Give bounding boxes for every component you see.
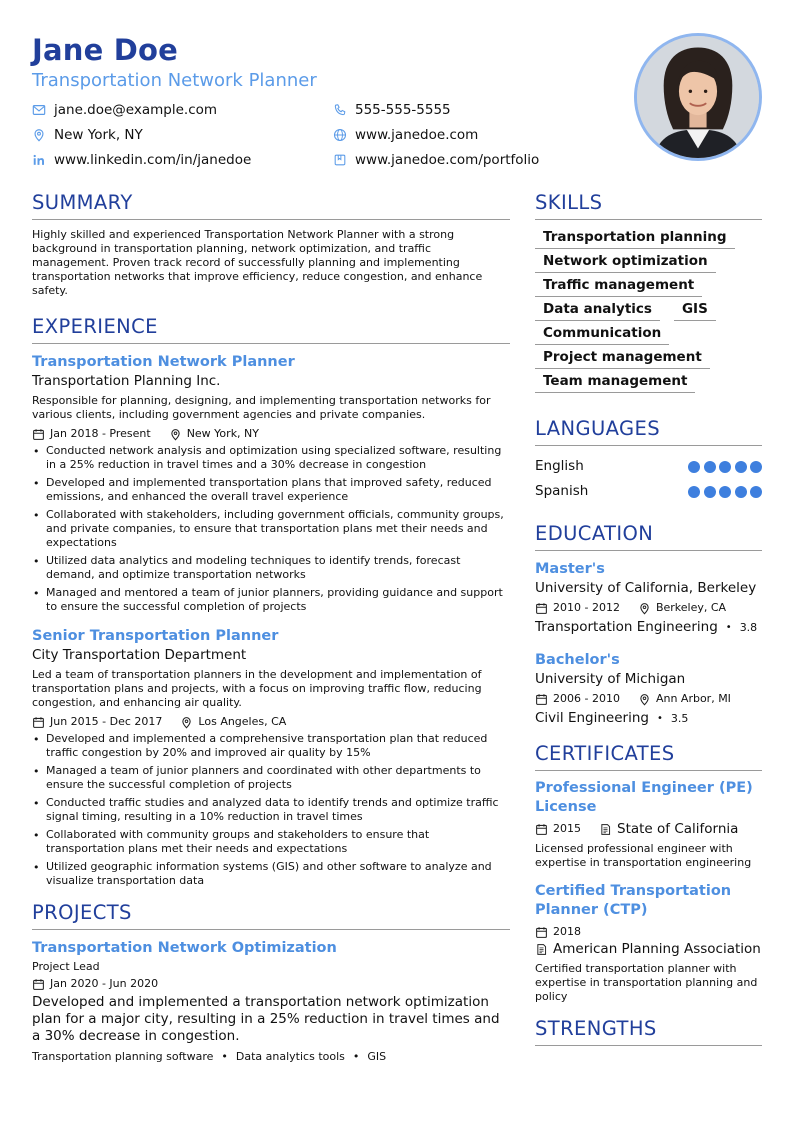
level-dot (688, 486, 700, 498)
job-title: Transportation Network Planner (32, 354, 295, 370)
location-pin-icon (638, 693, 656, 706)
candidate-name: Jane Doe (32, 33, 179, 67)
skill-row (535, 372, 762, 396)
skill-tag: Traffic management (535, 276, 702, 297)
job-bullet: • Managed and mentored a team of junior planners, providing guidance and support to ensure the successful completion of projects (32, 586, 510, 614)
gpa-separator: • (656, 713, 663, 724)
projects-heading: PROJECTS (32, 900, 510, 930)
certificates-heading: CERTIFICATES (535, 741, 762, 771)
level-dot (750, 486, 762, 498)
website-text: www.janedoe.com (355, 127, 479, 143)
level-dot (735, 486, 747, 498)
right-column (535, 190, 762, 1054)
education-list (535, 559, 762, 728)
job-description: Responsible for planning, designing, and implementing transportation networks for various clients, including government agencies and private companies. (32, 394, 491, 421)
education-location (638, 599, 726, 617)
job-bullet: • Conducted network analysis and optimization using specialized software, resulting in a 25% reduction in travel times and a 30% decrease in congestion (32, 444, 510, 472)
skill-tag: Project management (535, 348, 710, 369)
education-gpa: 3.8 (739, 621, 758, 634)
location-pin-icon (638, 602, 656, 615)
education-degree: Master's (535, 561, 605, 577)
language-level (685, 461, 763, 473)
education-location-text: Berkeley, CA (655, 601, 727, 614)
portfolio-icon (333, 153, 347, 167)
language-level (685, 486, 763, 498)
contact-portfolio[interactable] (333, 150, 539, 170)
experience-item (32, 626, 510, 888)
project-name: Transportation Network Optimization (32, 940, 337, 956)
education-school: University of Michigan (535, 671, 686, 687)
calendar-icon (535, 602, 553, 615)
education-heading: EDUCATION (535, 521, 762, 551)
tag-separator: • (352, 1050, 360, 1063)
education-item (535, 559, 762, 637)
job-bullets (32, 444, 510, 614)
level-dot (719, 461, 731, 473)
job-bullet: • Collaborated with stakeholders, including government officials, community groups, and private companies, to ensure that transportation plans met their needs and expectations (32, 508, 510, 550)
education-field: Civil Engineering (535, 710, 649, 726)
location-pin-icon (32, 128, 46, 142)
strengths-heading: STRENGTHS (535, 1016, 762, 1046)
candidate-title: Transportation Network Planner (32, 70, 317, 91)
job-bullet: • Developed and implemented a comprehensive transportation plan that reduced traffic congestion by 20% and improved air quality by 15% (32, 732, 510, 760)
certificate-item (535, 882, 762, 1004)
project-tag: GIS (367, 1050, 387, 1063)
job-bullet: • Conducted traffic studies and analyzed data to identify trends and optimize traffic signal timing, resulting in a 10% reduction in travel times (32, 796, 510, 824)
certificate-name: Professional Engineer (PE) License (535, 780, 753, 815)
certificate-name: Certified Transportation Planner (CTP) (535, 883, 732, 918)
linkedin-icon (32, 153, 46, 167)
languages-heading: LANGUAGES (535, 416, 762, 446)
job-location-text: Los Angeles, CA (198, 715, 287, 728)
skill-tag: GIS (674, 300, 716, 321)
profile-photo (634, 33, 762, 161)
location-pin-icon (180, 716, 198, 729)
skill-tag: Transportation planning (535, 228, 735, 249)
summary-heading: SUMMARY (32, 190, 510, 220)
phone-icon (333, 103, 347, 117)
linkedin-text: www.linkedin.com/in/janedoe (54, 152, 252, 168)
job-meta (32, 713, 510, 731)
job-company: City Transportation Department (32, 647, 247, 663)
project-tags (32, 1049, 510, 1065)
job-bullet: • Utilized data analytics and modeling techniques to identify trends, forecast demand, and optimize transportation networks (32, 554, 510, 582)
job-description: Led a team of transportation planners in the development and implementation of transportation plans and projects, with a focus on improving traffic flow, reducing congestion, and enhancing air quality. (32, 668, 482, 709)
education-location-text: Ann Arbor, MI (655, 692, 731, 705)
education-dates-text: 2006 - 2010 (553, 692, 620, 705)
education-dates-text: 2010 - 2012 (553, 601, 620, 614)
project-tag: Data analytics tools (235, 1050, 345, 1063)
project-dates-text: Jan 2020 - Jun 2020 (50, 977, 159, 990)
job-dates-text: Jun 2015 - Dec 2017 (50, 715, 163, 728)
skill-tag: Team management (535, 372, 695, 393)
summary-text: Highly skilled and experienced Transportation Network Planner with a strong background in transportation planning, network optimization, and traffic management. Proven track record of successfully planning and implementing transportation networks that improve efficiency, reduce congestion, and enhance safety. (32, 228, 483, 297)
certificate-item (535, 779, 762, 870)
certificate-meta (535, 820, 762, 838)
resume-header (32, 32, 592, 178)
project-dates (32, 975, 158, 993)
skill-tag: Data analytics (535, 300, 660, 321)
certificate-issuer: American Planning Association (553, 941, 761, 957)
level-dot (719, 486, 731, 498)
job-dates (32, 713, 162, 731)
skills-heading: SKILLS (535, 190, 762, 220)
certificate-icon (535, 943, 553, 956)
skill-row (535, 252, 762, 276)
education-dates (535, 599, 620, 617)
skill-tag: Communication (535, 324, 669, 345)
education-field-row (535, 618, 762, 637)
education-meta (535, 690, 762, 708)
certificate-issuer: State of California (617, 821, 739, 837)
contact-list (32, 100, 592, 178)
email-text: jane.doe@example.com (54, 102, 218, 118)
education-location (638, 690, 731, 708)
job-bullet: • Developed and implemented transportation plans that improved safety, reduced emissions, and enhanced the overall travel experience (32, 476, 510, 504)
job-bullet: • Utilized geographic information systems (GIS) and other software to analyze and visualize transportation data (32, 860, 510, 888)
job-dates-text: Jan 2018 - Present (50, 427, 151, 440)
job-bullet: • Managed a team of junior planners and coordinated with other departments to ensure the successful completion of projects (32, 764, 510, 792)
language-name: English (535, 458, 584, 474)
certificate-description: Licensed professional engineer with expertise in transportation engineering (535, 842, 752, 869)
contact-email[interactable] (32, 100, 217, 120)
project-item (32, 938, 510, 1065)
job-location-text: New York, NY (186, 427, 259, 440)
level-dot (704, 486, 716, 498)
language-name: Spanish (535, 483, 589, 499)
calendar-icon (32, 978, 50, 991)
phone-text: 555-555-5555 (355, 102, 451, 118)
education-dates (535, 690, 620, 708)
education-field-row (535, 709, 762, 728)
certificates-list (535, 779, 762, 1004)
level-dot (704, 461, 716, 473)
experience-list (32, 352, 510, 888)
education-degree: Bachelor's (535, 652, 620, 668)
education-field: Transportation Engineering (535, 619, 718, 635)
projects-list (32, 938, 510, 1065)
project-description: Developed and implemented a transportation network optimization plan for a major city, resulting in a 25% reduction in travel times and a 30% decrease in congestion. (32, 994, 500, 1044)
location-text: New York, NY (54, 127, 143, 143)
level-dot (750, 461, 762, 473)
job-bullets (32, 732, 510, 888)
job-bullet: • Collaborated with community groups and stakeholders to ensure that transportation plans met their needs and expectations (32, 828, 510, 856)
skill-row (535, 300, 762, 324)
left-column (32, 190, 510, 1065)
certificate-description: Certified transportation planner with expertise in transportation planning and policy (535, 962, 758, 1003)
project-role: Project Lead (32, 960, 100, 973)
skill-row (535, 348, 762, 372)
calendar-icon (535, 926, 553, 939)
contact-linkedin[interactable] (32, 150, 251, 170)
project-tag: Transportation planning software (32, 1050, 214, 1063)
contact-website[interactable] (333, 125, 478, 145)
job-location (180, 713, 286, 731)
education-gpa: 3.5 (670, 712, 689, 725)
job-meta (32, 425, 510, 443)
certificate-meta (535, 923, 762, 941)
certificate-year: 2015 (553, 822, 581, 835)
job-location (169, 425, 259, 443)
gpa-separator: • (725, 622, 732, 633)
level-dot (688, 461, 700, 473)
experience-heading: EXPERIENCE (32, 314, 510, 344)
calendar-icon (535, 823, 553, 836)
certificate-icon (599, 823, 617, 836)
calendar-icon (535, 693, 553, 706)
skill-row (535, 324, 762, 348)
location-pin-icon (169, 428, 187, 441)
project-meta (32, 975, 510, 993)
job-dates (32, 425, 151, 443)
job-title: Senior Transportation Planner (32, 628, 279, 644)
avatar-illustration (637, 36, 759, 158)
contact-phone[interactable] (333, 100, 451, 120)
certificate-issuer-row (535, 941, 762, 958)
languages-list (535, 454, 762, 504)
skill-tag: Network optimization (535, 252, 716, 273)
education-meta (535, 599, 762, 617)
mail-icon (32, 103, 46, 117)
language-item (535, 479, 762, 504)
experience-item (32, 352, 510, 614)
skill-row (535, 276, 762, 300)
globe-icon (333, 128, 347, 142)
language-item (535, 454, 762, 479)
skill-row (535, 228, 762, 252)
calendar-icon (32, 428, 50, 441)
education-school: University of California, Berkeley (535, 580, 757, 596)
education-item (535, 650, 762, 728)
job-company: Transportation Planning Inc. (32, 373, 221, 389)
portfolio-text: www.janedoe.com/portfolio (355, 152, 540, 168)
level-dot (735, 461, 747, 473)
tag-separator: • (221, 1050, 228, 1063)
skills-list (535, 228, 762, 396)
calendar-icon (32, 716, 50, 729)
certificate-year: 2018 (553, 925, 581, 938)
contact-location (32, 125, 143, 145)
